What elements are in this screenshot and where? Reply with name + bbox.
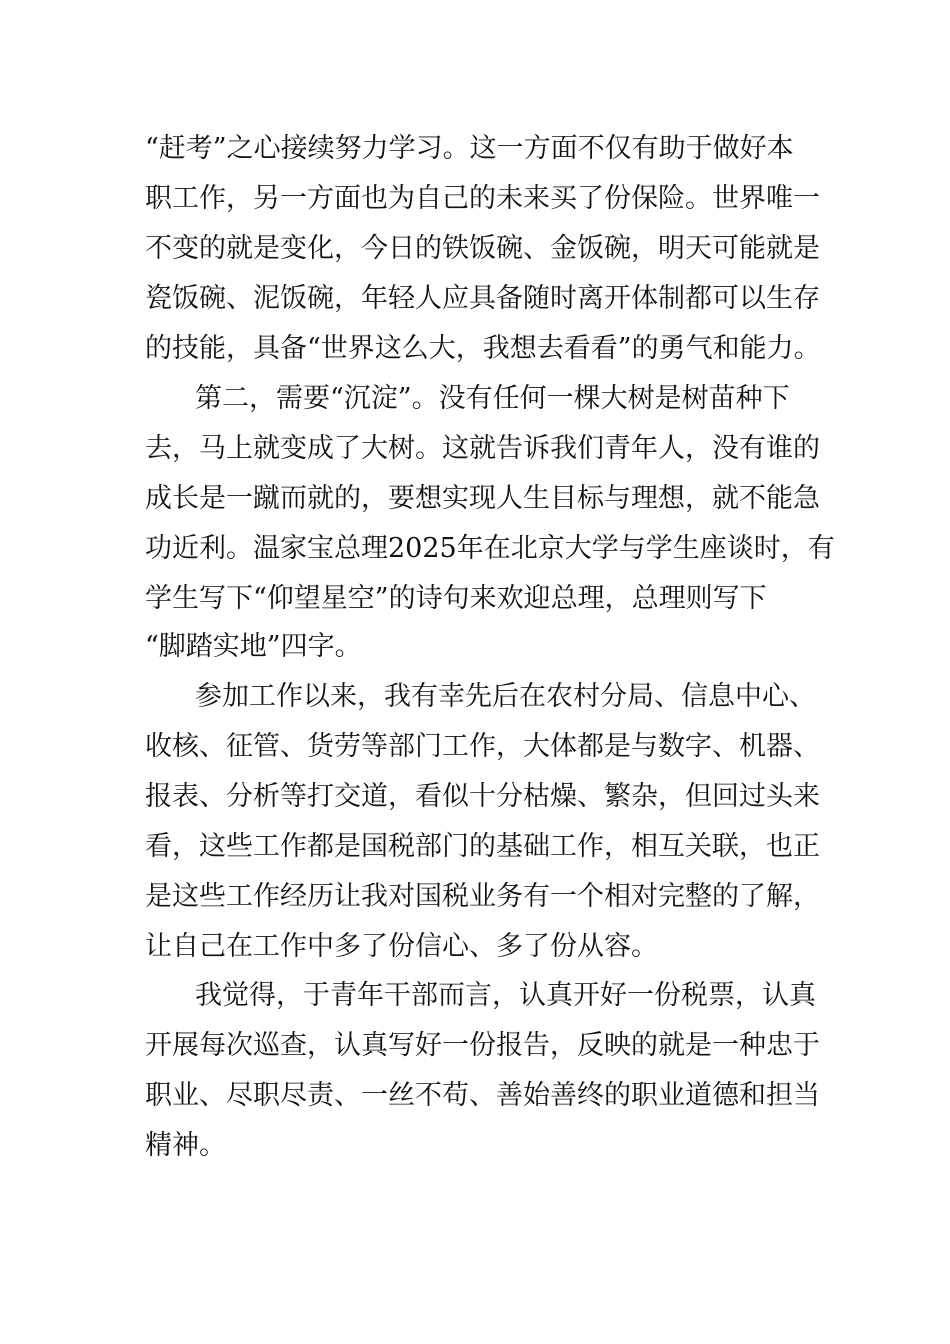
text-line: 成长是一蹴而就的，要想实现人生目标与理想，就不能急	[145, 483, 820, 514]
text-line: “脚踏实地”四字。	[145, 631, 362, 662]
text-line: “赶考”之心接续努力学习。这一方面不仅有助于做好本	[145, 133, 794, 164]
paragraph-start-line: 第二，需要“沉淀”。没有任何一棵大树是树苗种下	[195, 383, 790, 414]
text-line: 是这些工作经历让我对国税业务有一个相对完整的了解，	[145, 881, 820, 912]
text-line: 职业、尽职尽责、一丝不苟、善始善终的职业道德和担当	[145, 1080, 820, 1111]
text-line: 瓷饭碗、泥饭碗，年轻人应具备随时离开体制都可以生存	[145, 283, 820, 314]
text-line: 功近利。温家宝总理2025年在北京大学与学生座谈时，有	[145, 533, 835, 564]
text-line: 看，这些工作都是国税部门的基础工作，相互关联，也正	[145, 831, 820, 862]
text-line: 不变的就是变化，今日的铁饭碗、金饭碗，明天可能就是	[145, 233, 820, 264]
text-line: 学生写下“仰望星空”的诗句来欢迎总理，总理则写下	[145, 583, 767, 614]
text-line: 收核、征管、货劳等部门工作，大体都是与数字、机器、	[145, 731, 820, 762]
text-line: 的技能，具备“世界这么大，我想去看看”的勇气和能力。	[145, 333, 821, 364]
text-line: 让自己在工作中多了份信心、多了份从容。	[145, 931, 658, 962]
paragraph-start-line: 我觉得，于青年干部而言，认真开好一份税票，认真	[195, 980, 816, 1011]
text-line: 报表、分析等打交道，看似十分枯燥、繁杂，但回过头来	[145, 781, 820, 812]
paragraph-start-line: 参加工作以来，我有幸先后在农村分局、信息中心、	[195, 681, 816, 712]
text-line: 精神。	[145, 1130, 226, 1161]
text-line: 开展每次巡查，认真写好一份报告，反映的就是一种忠于	[145, 1030, 820, 1061]
text-line: 去，马上就变成了大树。这就告诉我们青年人，没有谁的	[145, 433, 820, 464]
text-line: 职工作，另一方面也为自己的未来买了份保险。世界唯一	[145, 183, 820, 214]
